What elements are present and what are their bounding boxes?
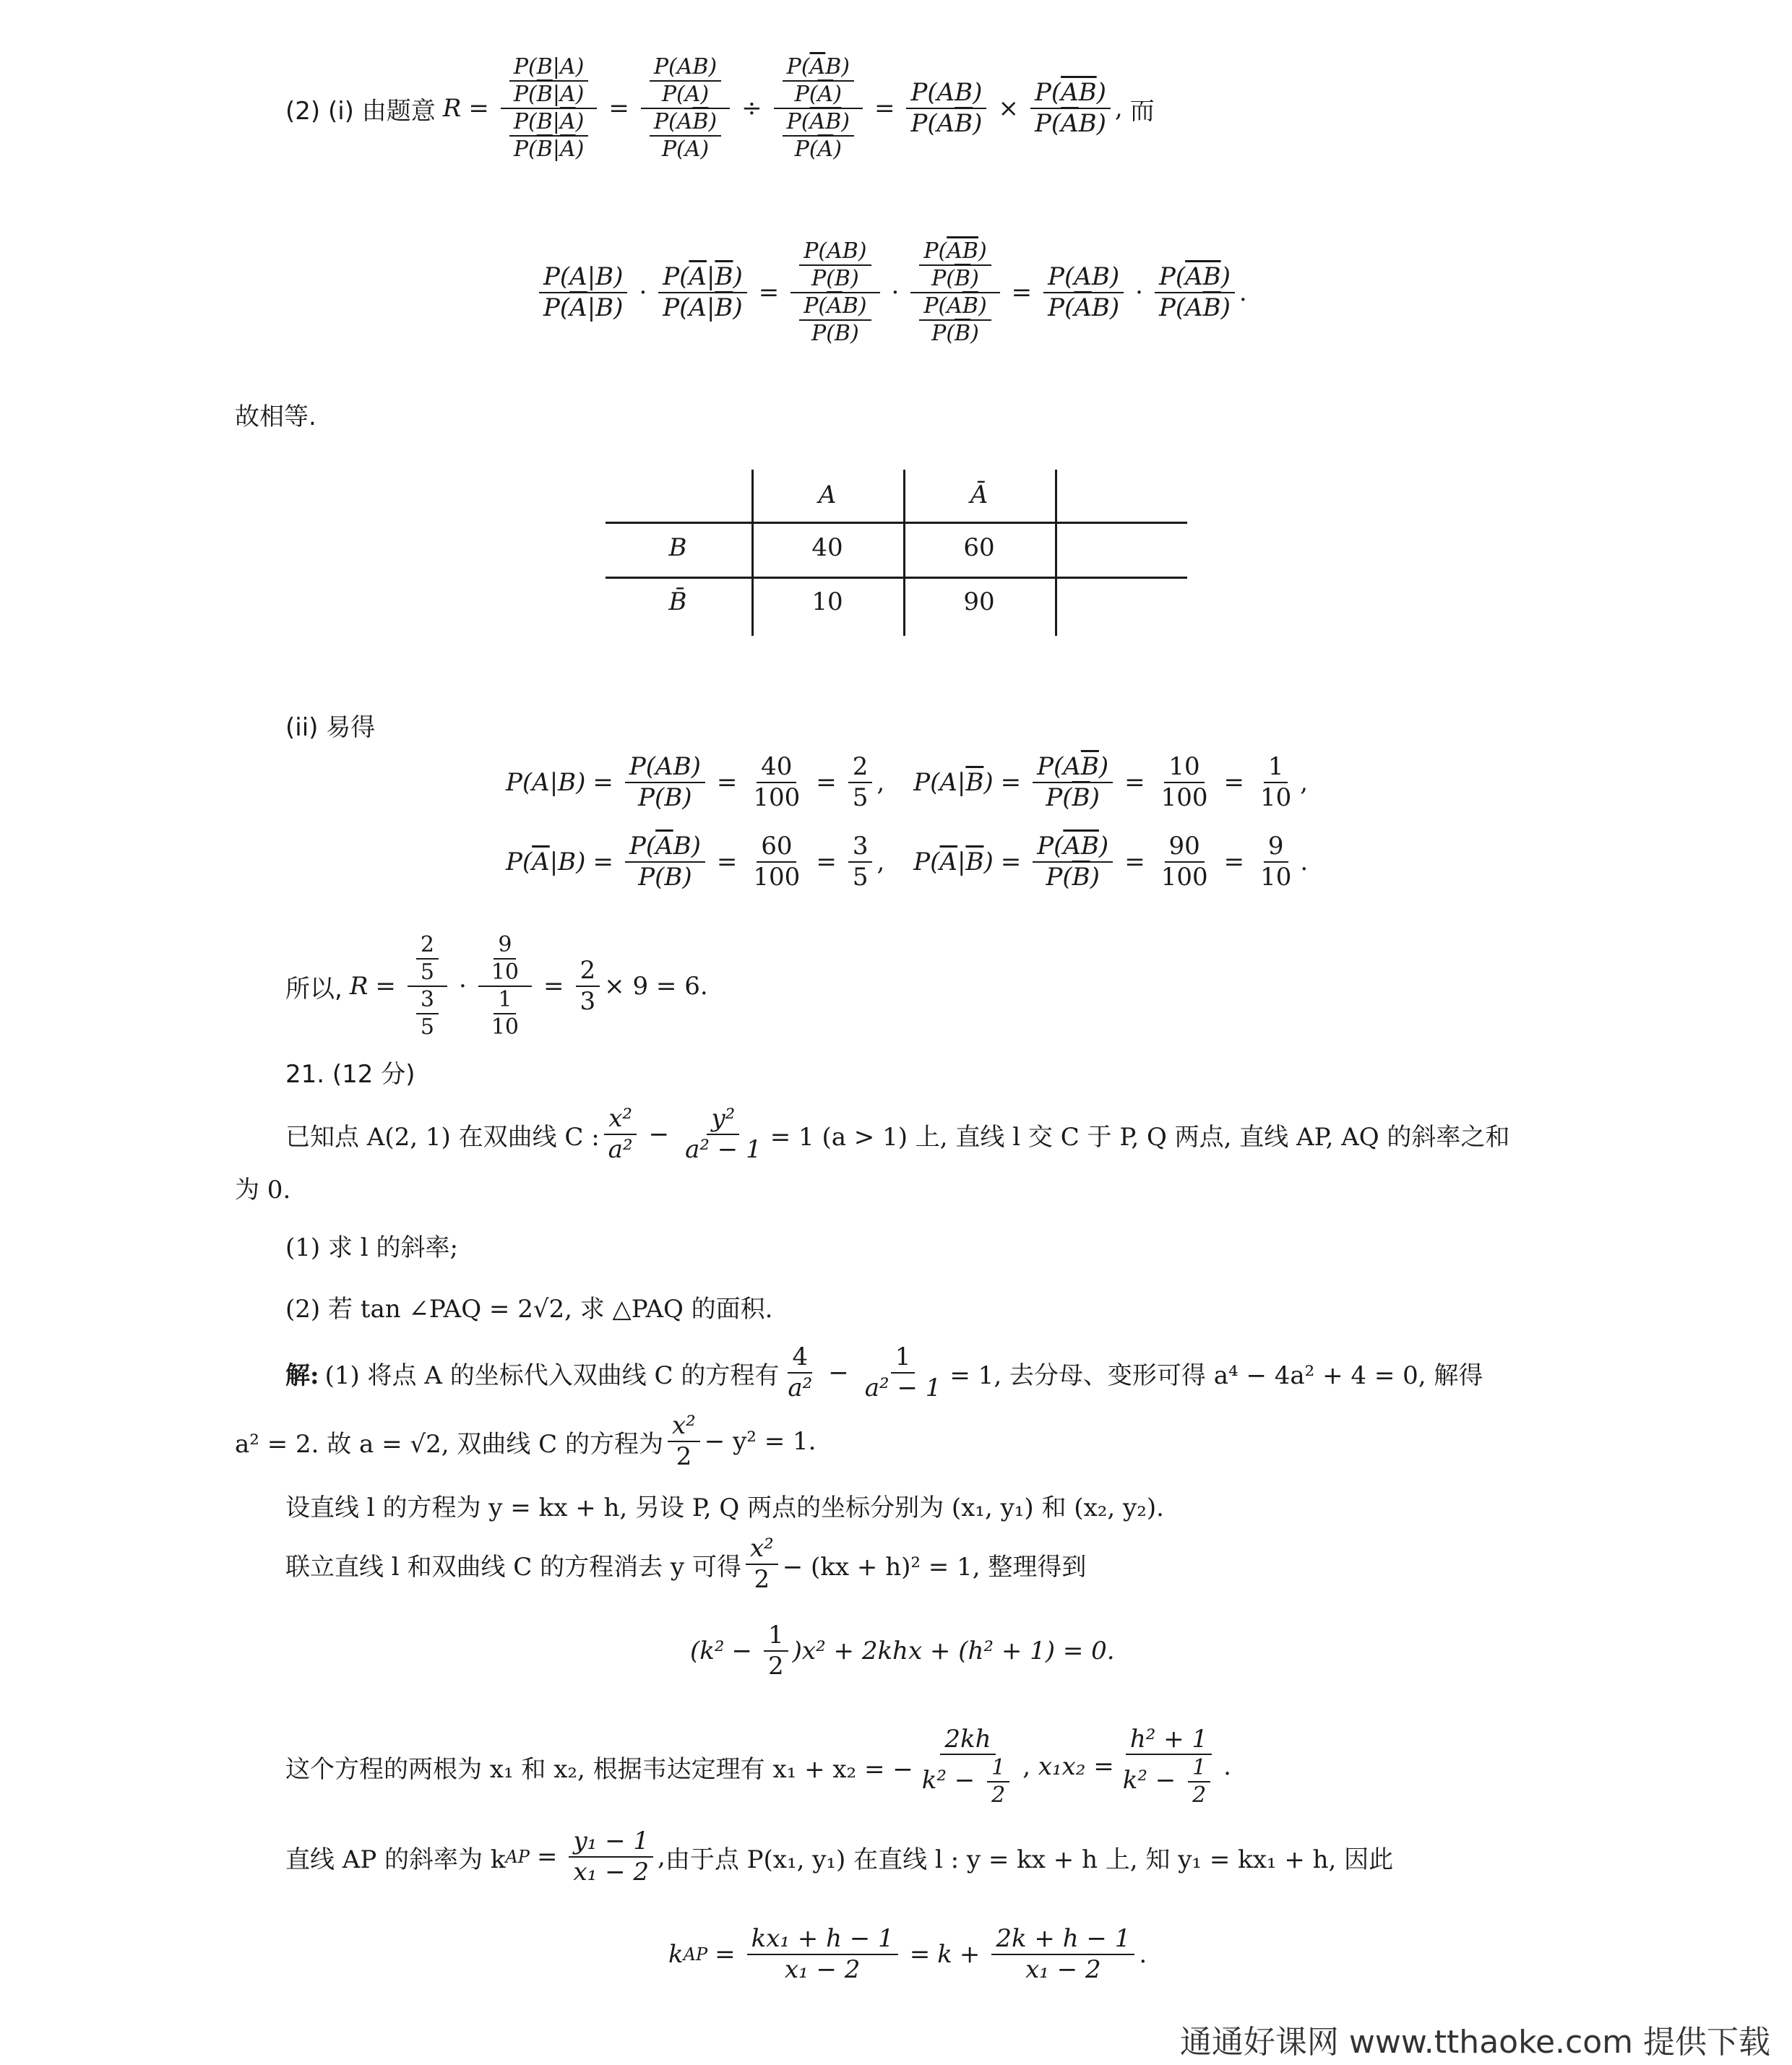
fraction-notA-B: $\frac{\frac{P(\overline{A}B)}{P(\overline{A})}}{\frac{P(\overline{AB})}{P(\overline{A})}}$ bbox=[774, 54, 863, 163]
fraction-simplified-4: $\frac{P(\overline{AB})}{P(A\overline{B})}$ bbox=[1155, 262, 1235, 323]
solution-line-3: 设直线 l 的方程为 y = kx + h, 另设 P, Q 两点的坐标分别为 (x₁, y₁) 和 (x₂, y₂). bbox=[285, 1493, 1164, 1522]
part2ii-label: (ii) 易得 bbox=[285, 713, 376, 742]
conclusion-text: 故相等. bbox=[235, 402, 316, 431]
equation-R-definition: (2) (i) 由题意 R = $\frac{\frac{P(B|A)}{P(\overline{B}|A)}}{\frac{P(B|\overline{A})}{P(\overline{B}|\overline{A})}}$ = $\frac{\frac{P(AB)}{P(A)}}{\frac{P(A\overline{B})}{P(A)}}$ ÷ $\frac{\frac{P(\overline{A}B)}{P(\overline{A})}}{\frac{P(\overline{AB})}{P(\overline{A})}}$ = $\frac{P(AB)}{P(A\overline{B})}$ × $\frac{P(\overline{AB})}{P(\overline{A}B)}$ , 而 bbox=[285, 54, 1155, 162]
table-vline-2 bbox=[903, 470, 905, 636]
fraction-simplified-2: $\frac{P(\overline{AB})}{P(\overline{A}B)}$ bbox=[1030, 78, 1111, 139]
fraction-2-3: $\frac{2}{3}$ bbox=[576, 956, 600, 1017]
table-row-label-B: B bbox=[668, 533, 687, 562]
solution-line-4 bbox=[285, 1528, 1086, 1600]
equation-R-result: 所以, R = $\frac{\frac{2}{5}}{\frac{3}{5}}$ · $\frac{\frac{9}{10}}{\frac{1}{10}}$ = $\frac{2}{3}$ × 9 = 6. bbox=[285, 932, 708, 1040]
fraction-simplified-1: $\frac{P(AB)}{P(A\overline{B})}$ bbox=[906, 78, 986, 139]
fraction-9over10-1over10: $\frac{\frac{9}{10}}{\frac{1}{10}}$ bbox=[478, 932, 532, 1040]
equation-conditional-odds: $\frac{P(A|B)}{P(\overline{A}|B)}$ · $\frac{P(\overline{A}|\overline{B})}{P(A|\overline{B})}$ = $\frac{\frac{P(AB)}{P(B)}}{\frac{P(\overline{A}B)}{P(B)}}$ · $\frac{\frac{P(\overline{AB})}{P(\overline{B})}}{\frac{P(A\overline{B})}{P(\overline{B})}}$ = $\frac{P(AB)}{P(\overline{A}B)}$ · $\frac{P(\overline{AB})}{P(A\overline{B})}$ . bbox=[535, 213, 1247, 372]
question-21-stem: 已知点 A(2, 1) 在双曲线 C : $\frac{\text{x²}}{\text{a²}}$ − $\frac{\text{y²}}{\text{a² − 1}}$ = 1 (a > 1) 上, 直线 l 交 C 于 P, Q 两点, 直线 AP, AQ 的斜率之和 bbox=[285, 1104, 1510, 1164]
fraction-PAnotB-PnotB: $\frac{P(A\overline{B})}{P(\overline{B})}$ bbox=[1033, 752, 1113, 813]
part2i-tail: 而 bbox=[1129, 96, 1155, 126]
fraction-90-100: $\frac{90}{100}$ bbox=[1160, 831, 1208, 892]
R-result: × 9 = 6. bbox=[604, 972, 708, 1001]
table-cell: 40 bbox=[811, 533, 843, 562]
fraction-4-a2: $\frac{4}{\text{a²}}$ bbox=[788, 1342, 813, 1402]
table-vline-3 bbox=[1055, 470, 1057, 636]
fraction-10-100: $\frac{10}{100}$ bbox=[1160, 751, 1208, 812]
footer-watermark: 通通好课网 www.tthaoke.com 提供下载 bbox=[1179, 2024, 1770, 2061]
solution-s2b: − y² = 1. bbox=[704, 1427, 817, 1456]
stem-part-c: 为 0. bbox=[235, 1176, 291, 1204]
fraction-60-100: $\frac{60}{100}$ bbox=[753, 831, 801, 892]
table-hline-2 bbox=[606, 577, 1187, 579]
quadratic-equation: (k² − $\frac{1}{2}$ ) x² + 2khx + (h² + 1) = 0. bbox=[690, 1621, 1115, 1681]
stem-part-a: 已知点 A(2, 1) 在双曲线 C : bbox=[285, 1122, 600, 1152]
solution-line-2 bbox=[235, 1405, 816, 1478]
fraction-y2-a2minus1: $\frac{\text{y²}}{\text{a² − 1}}$ bbox=[685, 1104, 762, 1164]
fraction-nested-4: $\frac{\frac{P(\overline{AB})}{P(\overline{B})}}{\frac{P(A\overline{B})}{P(\overline{B})}}$ bbox=[910, 238, 999, 347]
fraction-notA-given-notB: $\frac{P(\overline{A}|\overline{B})}{P(A|\overline{B})}$ bbox=[658, 262, 746, 323]
fraction-A-given-B: $\frac{P(A|B)}{P(\overline{A}|B)}$ bbox=[539, 262, 627, 323]
solution-s1b: = 1, 去分母、变形可得 a⁴ − 4a² + 4 = 0, 解得 bbox=[949, 1361, 1483, 1390]
fraction-PAB-PB: $\frac{P(AB)}{P(B)}$ bbox=[625, 752, 705, 813]
table-row-label-notB: B̄ bbox=[668, 587, 687, 616]
solution-s2a: a² = 2. 故 a = √2, 双曲线 C 的方程为 bbox=[235, 1429, 663, 1459]
fraction-1-10: $\frac{1}{10}$ bbox=[1260, 751, 1292, 812]
stem-part-b: = 1 (a > 1) 上, 直线 l 交 C 于 P, Q 两点, 直线 AP, AQ 的斜率之和 bbox=[770, 1122, 1510, 1152]
slope-equation: k AP = $\frac{\text{kx₁ + h − 1}}{\text{x₁ − 2}}$ = k + $\frac{2k + h - 1}{\text{x₁ − 2}}$ . bbox=[668, 1924, 1147, 1984]
fraction-nested-3: $\frac{\frac{P(AB)}{P(B)}}{\frac{P(\overline{A}B)}{P(B)}}$ bbox=[791, 238, 879, 347]
subquestion-2: (2) 若 tan ∠PAQ = 2√2, 求 △PAQ 的面积. bbox=[285, 1295, 773, 1324]
fraction-h2plus1: h² + 1 k² − $\frac{1}{2}$ bbox=[1119, 1725, 1219, 1809]
part2i-label: (2) (i) 由题意 bbox=[285, 96, 436, 126]
solution-s7a: 直线 AP 的斜率为 k bbox=[285, 1845, 506, 1874]
fraction-kx1: $\frac{\text{kx₁ + h − 1}}{\text{x₁ − 2}}$ bbox=[747, 1924, 898, 1985]
table-cell: 60 bbox=[963, 533, 995, 562]
subquestion-1: (1) 求 l 的斜率; bbox=[285, 1233, 458, 1262]
fraction-PnotAB-PB: $\frac{P(\overline{A}B)}{P(B)}$ bbox=[625, 832, 705, 892]
solution-line-1: 解: (1) 将点 A 的坐标代入双曲线 C 的方程有 $\frac{4}{\text{a²}}$ − $\frac{1}{\text{a² − 1}}$ = 1, 去分母、变形可得 a⁴ − 4a² + 4 = 0, 解得 bbox=[285, 1342, 1483, 1402]
equation-probabilities-row2: $P(\overline{A}|B)$ = $\frac{P(\overline{A}B)}{P(B)}$ = $\frac{60}{100}$ = $\frac{3}{5}$ , $P(\overline{A}|\overline{B})$ = $\frac{P(\overline{AB})}{P(\overline{B})}$ = $\frac{90}{100}$ = $\frac{9}{10}$ . bbox=[506, 831, 1309, 892]
fraction-PnotAnotB-PnotB: $\frac{P(\overline{AB})}{P(\overline{B})}$ bbox=[1033, 832, 1113, 892]
table-vline-1 bbox=[751, 470, 754, 636]
fraction-R-odds-ratio: $\frac{\frac{P(B|A)}{P(\overline{B}|A)}}{\frac{P(B|\overline{A})}{P(\overline{B}|\overline{A})}}$ bbox=[501, 54, 597, 163]
fraction-x2-2: $\frac{\text{x²}}{2}$ bbox=[668, 1411, 700, 1472]
so-label: 所以, bbox=[285, 974, 343, 1004]
slope-line: 直线 AP 的斜率为 k AP = $\frac{\text{y₁ − 1}}{\text{x₁ − 2}}$ , 由于点 P(x₁, y₁) 在直线 l : y = kx + h 上, 知 y₁ = kx₁ + h, 因此 bbox=[285, 1827, 1394, 1887]
question-21-heading: 21. (12 分) bbox=[285, 1060, 415, 1089]
fraction-2-5: $\frac{2}{5}$ bbox=[848, 752, 873, 813]
quadratic-tail: x² + 2khx + (h² + 1) = 0. bbox=[801, 1637, 1115, 1665]
fraction-1-a2minus1: $\frac{1}{\text{a² − 1}}$ bbox=[864, 1342, 942, 1402]
fraction-y1minus1: $\frac{\text{y₁ − 1}}{\text{x₁ − 2}}$ bbox=[569, 1827, 653, 1887]
table-cell: 90 bbox=[963, 587, 995, 616]
contingency-table bbox=[606, 470, 1187, 636]
equation-probabilities-row1: P(A|B) = $\frac{P(AB)}{P(B)}$ = $\frac{40}{100}$ = $\frac{2}{5}$ , $P(A|\overline{B})$ = $\frac{P(A\overline{B})}{P(\overline{B})}$ = $\frac{10}{100}$ = $\frac{1}{10}$ , bbox=[506, 751, 1309, 812]
table-hline-1 bbox=[606, 522, 1187, 524]
fraction-simplified-3: $\frac{P(AB)}{P(\overline{A}B)}$ bbox=[1043, 262, 1124, 323]
fraction-x2-a2: $\frac{\text{x²}}{\text{a²}}$ bbox=[604, 1104, 637, 1165]
table-col-header-A: A bbox=[818, 480, 837, 509]
solution-label: 解: bbox=[285, 1361, 319, 1390]
vieta-line: 这个方程的两根为 x₁ 和 x₂, 根据韦达定理有 x₁ + x₂ = − 2kh k² − $\frac{1}{2}$ , x₁x₂ = h² + 1 k² − $\frac{1}{2}$ . bbox=[285, 1724, 1231, 1809]
fraction-2k: $\frac{2k + h - 1}{\text{x₁ − 2}}$ bbox=[991, 1924, 1134, 1985]
fraction-AB-over-A: $\frac{\frac{P(AB)}{P(A)}}{\frac{P(A\overline{B})}{P(A)}}$ bbox=[641, 54, 730, 163]
solution-s4b: − (kx + h)² = 1, 整理得到 bbox=[782, 1552, 1087, 1582]
fraction-2kh: 2kh k² − $\frac{1}{2}$ bbox=[918, 1725, 1018, 1809]
fraction-x2-2b: $\frac{\text{x²}}{2}$ bbox=[746, 1534, 778, 1595]
table-col-header-notA: Ā bbox=[970, 480, 988, 509]
fraction-9-10: $\frac{9}{10}$ bbox=[1260, 831, 1292, 892]
table-cell: 10 bbox=[811, 587, 843, 616]
solution-s1a: (1) 将点 A 的坐标代入双曲线 C 的方程有 bbox=[324, 1361, 780, 1390]
fraction-1-2: $\frac{1}{2}$ bbox=[764, 1621, 788, 1681]
solution-s4a: 联立直线 l 和双曲线 C 的方程消去 y 可得 bbox=[285, 1552, 741, 1582]
solution-s6a: 这个方程的两根为 x₁ 和 x₂, 根据韦达定理有 x₁ + x₂ = − bbox=[285, 1754, 913, 1784]
fraction-2over5-3over5: $\frac{\frac{2}{5}}{\frac{3}{5}}$ bbox=[408, 932, 447, 1040]
fraction-3-5: $\frac{3}{5}$ bbox=[848, 832, 873, 892]
solution-s7b: 由于点 P(x₁, y₁) 在直线 l : y = kx + h 上, 知 y₁ = kx₁ + h, 因此 bbox=[665, 1845, 1394, 1874]
fraction-40-100: $\frac{40}{100}$ bbox=[753, 751, 801, 812]
